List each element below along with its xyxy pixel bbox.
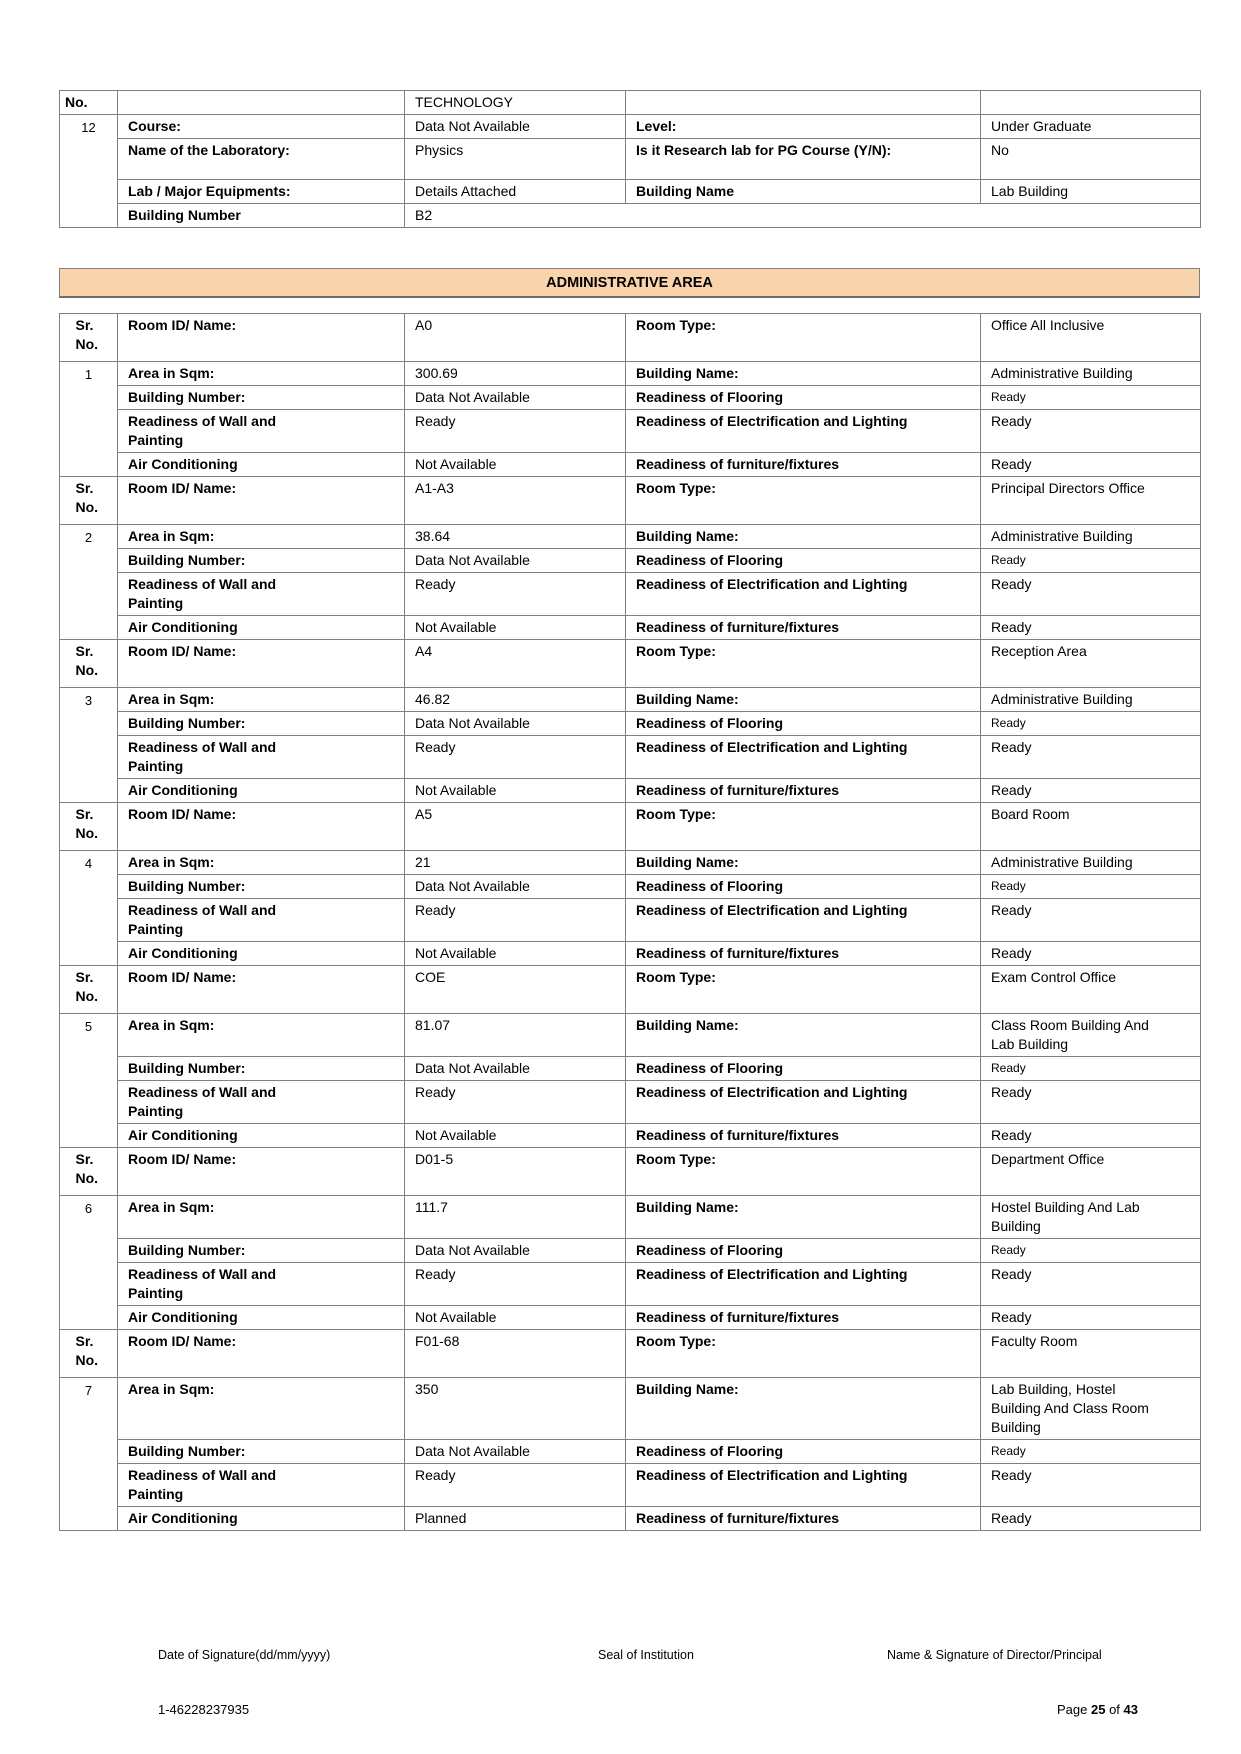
wall-value: Ready [405, 573, 626, 616]
building-name-text: Administrative Building [991, 365, 1133, 381]
director-signature-label: Name & Signature of Director/Principal [887, 1648, 1102, 1662]
room-id-value: A5 [405, 803, 626, 851]
area-value: 46.82 [405, 688, 626, 712]
building-number-label: Building Number: [118, 549, 405, 573]
flooring-label: Readiness of Flooring [626, 712, 981, 736]
room-type-text: Board Room [991, 806, 1070, 822]
wall-row [60, 1263, 1201, 1306]
section-header-administrative-area: ADMINISTRATIVE AREA [59, 268, 1200, 298]
room-id-value: A1-A3 [405, 477, 626, 525]
building-name-text: Administrative Building [991, 691, 1133, 707]
area-row [60, 688, 1201, 712]
serial-number: 5 [60, 1014, 118, 1148]
electrification-value: Ready [981, 573, 1201, 616]
furniture-value: Ready [981, 942, 1201, 966]
flooring-label: Readiness of Flooring [626, 1057, 981, 1081]
ac-label: Air Conditioning [118, 942, 405, 966]
room-header-row [60, 640, 1201, 688]
furniture-label: Readiness of furniture/fixtures [626, 1124, 981, 1148]
building-name-label: Building Name: [626, 688, 981, 712]
lab-serial-number: 12 [60, 115, 118, 228]
building-number-value: Data Not Available [405, 875, 626, 899]
electrification-value: Ready [981, 1464, 1201, 1507]
laboratory-table [59, 90, 1201, 228]
serial-number: 6 [60, 1196, 118, 1330]
serial-number: 2 [60, 525, 118, 640]
room-type-text: Principal Directors Office [991, 480, 1145, 496]
building-number-row [60, 712, 1201, 736]
room-id-label: Room ID/ Name: [118, 803, 405, 851]
wall-label-text: Readiness of Wall and Painting [128, 1084, 277, 1119]
flooring-label: Readiness of Flooring [626, 386, 981, 410]
building-number-row [60, 386, 1201, 410]
equipments-row [60, 180, 1201, 204]
wall-label-text: Readiness of Wall and Painting [128, 413, 277, 448]
lab-name-row [60, 139, 1201, 180]
room-type-value [981, 314, 1201, 362]
wall-value: Ready [405, 1081, 626, 1124]
sr-no-header-cell [60, 1330, 118, 1378]
wall-value: Ready [405, 410, 626, 453]
sr-no-header-text: Sr. No. [75, 806, 99, 841]
building-name-label: Building Name: [626, 1378, 981, 1440]
ac-value: Not Available [405, 942, 626, 966]
wall-label [118, 1464, 405, 1507]
wall-label [118, 410, 405, 453]
admin-block [60, 966, 1201, 1148]
building-name-text: Hostel Building And Lab Building [991, 1199, 1140, 1234]
room-type-text: Office All Inclusive [991, 317, 1105, 333]
wall-label-text: Readiness of Wall and Painting [128, 1467, 277, 1502]
ac-row [60, 942, 1201, 966]
course-row [60, 115, 1201, 139]
flooring-value: Ready [981, 875, 1201, 899]
area-value: 81.07 [405, 1014, 626, 1057]
room-id-label: Room ID/ Name: [118, 1148, 405, 1196]
room-header-row [60, 1330, 1201, 1378]
room-type-label: Room Type: [626, 314, 981, 362]
building-name-text: Lab Building, Hostel Building And Class Room Building [991, 1381, 1149, 1435]
building-number-row [60, 1057, 1201, 1081]
ac-row [60, 1124, 1201, 1148]
building-number-row [60, 204, 1201, 228]
wall-row [60, 899, 1201, 942]
page-total: 43 [1123, 1702, 1138, 1717]
room-header-row [60, 314, 1201, 362]
serial-number: 7 [60, 1378, 118, 1531]
building-number-value: Data Not Available [405, 1440, 626, 1464]
electrification-label-text: Readiness of Electrification and Lighting [636, 1467, 908, 1483]
area-label: Area in Sqm: [118, 688, 405, 712]
ac-value: Planned [405, 1507, 626, 1531]
furniture-value: Ready [981, 1507, 1201, 1531]
room-id-label: Room ID/ Name: [118, 640, 405, 688]
building-number-row [60, 875, 1201, 899]
empty-cell [626, 91, 981, 115]
flooring-value: Ready [981, 549, 1201, 573]
date-of-signature-label: Date of Signature(dd/mm/yyyy) [158, 1648, 331, 1662]
building-number-value: Data Not Available [405, 386, 626, 410]
building-number-label: Building Number: [118, 712, 405, 736]
administrative-area-table [59, 313, 1201, 1531]
course-value: Data Not Available [405, 115, 626, 139]
room-id-label: Room ID/ Name: [118, 314, 405, 362]
room-type-text: Faculty Room [991, 1333, 1078, 1349]
building-name-value [981, 851, 1201, 875]
electrification-label-text: Readiness of Electrification and Lighting [636, 1266, 908, 1282]
wall-label [118, 1081, 405, 1124]
admin-block [60, 803, 1201, 966]
flooring-value: Ready [981, 386, 1201, 410]
furniture-label: Readiness of furniture/fixtures [626, 1306, 981, 1330]
sr-no-header-text: Sr. No. [75, 1151, 99, 1186]
area-label: Area in Sqm: [118, 525, 405, 549]
admin-block [60, 640, 1201, 803]
room-type-label: Room Type: [626, 1330, 981, 1378]
area-value: 21 [405, 851, 626, 875]
seal-of-institution-label: Seal of Institution [598, 1648, 694, 1662]
room-type-value [981, 477, 1201, 525]
building-name-text: Administrative Building [991, 528, 1133, 544]
sr-no-header-text: Sr. No. [75, 1333, 99, 1368]
sr-no-header-text: Sr. No. [75, 317, 99, 352]
electrification-label [626, 899, 981, 942]
building-number-value: Data Not Available [405, 712, 626, 736]
flooring-value: Ready [981, 1440, 1201, 1464]
research-lab-label-text: Is it Research lab for PG Course (Y/N): [636, 142, 892, 158]
wall-label-text: Readiness of Wall and Painting [128, 576, 277, 611]
ac-row [60, 1507, 1201, 1531]
room-id-value: A0 [405, 314, 626, 362]
flooring-value: Ready [981, 712, 1201, 736]
empty-cell [118, 91, 405, 115]
building-number-row [60, 1239, 1201, 1263]
building-name-value: Lab Building [981, 180, 1201, 204]
electrification-value: Ready [981, 1081, 1201, 1124]
area-label: Area in Sqm: [118, 1196, 405, 1239]
area-row [60, 1378, 1201, 1440]
building-number-label: Building Number: [118, 875, 405, 899]
area-label: Area in Sqm: [118, 362, 405, 386]
empty-cell [981, 91, 1201, 115]
furniture-label: Readiness of furniture/fixtures [626, 453, 981, 477]
area-row [60, 1196, 1201, 1239]
furniture-value: Ready [981, 779, 1201, 803]
ac-label: Air Conditioning [118, 616, 405, 640]
wall-value: Ready [405, 899, 626, 942]
room-type-value [981, 1330, 1201, 1378]
ac-row [60, 1306, 1201, 1330]
research-lab-value: No [981, 139, 1201, 180]
furniture-label: Readiness of furniture/fixtures [626, 1507, 981, 1531]
ac-label: Air Conditioning [118, 779, 405, 803]
admin-block [60, 477, 1201, 640]
sr-no-header-cell [60, 966, 118, 1014]
lab-header-row [60, 91, 1201, 115]
electrification-label [626, 573, 981, 616]
building-number-label: Building Number: [118, 1440, 405, 1464]
admin-block [60, 314, 1201, 477]
area-row [60, 362, 1201, 386]
wall-label-text: Readiness of Wall and Painting [128, 1266, 277, 1301]
of-word: of [1109, 1702, 1120, 1717]
electrification-label [626, 736, 981, 779]
sr-no-header-text: Sr. No. [75, 480, 99, 515]
building-name-value [981, 688, 1201, 712]
wall-value: Ready [405, 736, 626, 779]
wall-label-text: Readiness of Wall and Painting [128, 739, 277, 774]
flooring-value: Ready [981, 1057, 1201, 1081]
flooring-label: Readiness of Flooring [626, 875, 981, 899]
building-number-row [60, 549, 1201, 573]
furniture-value: Ready [981, 616, 1201, 640]
building-number-value: Data Not Available [405, 1239, 626, 1263]
equipments-label: Lab / Major Equipments: [118, 180, 405, 204]
serial-number: 1 [60, 362, 118, 477]
room-id-label: Room ID/ Name: [118, 1330, 405, 1378]
room-type-label: Room Type: [626, 1148, 981, 1196]
room-type-label: Room Type: [626, 640, 981, 688]
building-number-label: Building Number: [118, 1057, 405, 1081]
electrification-value: Ready [981, 736, 1201, 779]
electrification-label [626, 1263, 981, 1306]
electrification-value: Ready [981, 899, 1201, 942]
ac-label: Air Conditioning [118, 1306, 405, 1330]
building-name-label: Building Name: [626, 1014, 981, 1057]
wall-label [118, 573, 405, 616]
wall-row [60, 410, 1201, 453]
furniture-label: Readiness of furniture/fixtures [626, 616, 981, 640]
area-row [60, 1014, 1201, 1057]
electrification-label-text: Readiness of Electrification and Lighting [636, 902, 908, 918]
building-number-value: Data Not Available [405, 549, 626, 573]
room-header-row [60, 477, 1201, 525]
document-id: 1-46228237935 [158, 1702, 250, 1717]
room-id-label: Room ID/ Name: [118, 966, 405, 1014]
no-header-cell: No. [60, 91, 118, 115]
electrification-label [626, 410, 981, 453]
room-id-value: COE [405, 966, 626, 1014]
sr-no-header-cell [60, 477, 118, 525]
flooring-label: Readiness of Flooring [626, 549, 981, 573]
sr-no-header-cell [60, 314, 118, 362]
room-type-text: Exam Control Office [991, 969, 1117, 985]
room-id-value: A4 [405, 640, 626, 688]
sr-no-header-text: Sr. No. [75, 969, 99, 1004]
room-header-row [60, 1148, 1201, 1196]
electrification-label-text: Readiness of Electrification and Lighting [636, 739, 908, 755]
lab-name-value: Physics [405, 139, 626, 180]
building-name-label: Building Name: [626, 525, 981, 549]
building-number-row [60, 1440, 1201, 1464]
room-type-text: Department Office [991, 1151, 1105, 1167]
admin-block [60, 1330, 1201, 1531]
page-current: 25 [1090, 1702, 1106, 1717]
sr-no-header-text: Sr. No. [75, 643, 99, 678]
room-type-label: Room Type: [626, 477, 981, 525]
wall-label-text: Readiness of Wall and Painting [128, 902, 277, 937]
wall-row [60, 1081, 1201, 1124]
building-name-text: Class Room Building And Lab Building [991, 1017, 1149, 1052]
area-label: Area in Sqm: [118, 1378, 405, 1440]
ac-value: Not Available [405, 779, 626, 803]
area-row [60, 525, 1201, 549]
area-label: Area in Sqm: [118, 1014, 405, 1057]
room-type-value [981, 640, 1201, 688]
room-type-value [981, 803, 1201, 851]
electrification-value: Ready [981, 1263, 1201, 1306]
room-id-label: Room ID/ Name: [118, 477, 405, 525]
level-label: Level: [626, 115, 981, 139]
room-header-row [60, 803, 1201, 851]
building-number-label: Building Number: [118, 1239, 405, 1263]
building-name-value [981, 1378, 1201, 1440]
building-name-value [981, 525, 1201, 549]
wall-label [118, 899, 405, 942]
area-value: 300.69 [405, 362, 626, 386]
building-name-label: Building Name: [626, 851, 981, 875]
wall-row [60, 1464, 1201, 1507]
wall-row [60, 736, 1201, 779]
electrification-label [626, 1464, 981, 1507]
building-number-label: Building Number: [118, 386, 405, 410]
building-number-value: Data Not Available [405, 1057, 626, 1081]
wall-row [60, 573, 1201, 616]
level-value: Under Graduate [981, 115, 1201, 139]
page-word: Page [1056, 1702, 1088, 1717]
room-type-text: Reception Area [991, 643, 1087, 659]
area-value: 111.7 [405, 1196, 626, 1239]
ac-value: Not Available [405, 1306, 626, 1330]
page-content [59, 90, 1200, 1531]
wall-label [118, 1263, 405, 1306]
furniture-label: Readiness of furniture/fixtures [626, 779, 981, 803]
flooring-label: Readiness of Flooring [626, 1239, 981, 1263]
research-lab-label [626, 139, 981, 180]
electrification-value: Ready [981, 410, 1201, 453]
building-name-label: Building Name: [626, 362, 981, 386]
ac-label: Air Conditioning [118, 1507, 405, 1531]
furniture-value: Ready [981, 1124, 1201, 1148]
wall-label [118, 736, 405, 779]
lab-name-label: Name of the Laboratory: [118, 139, 405, 180]
ac-row [60, 779, 1201, 803]
course-label: Course: [118, 115, 405, 139]
building-number-label: Building Number [118, 204, 405, 228]
sr-no-header-cell [60, 803, 118, 851]
room-id-value: D01-5 [405, 1148, 626, 1196]
room-type-label: Room Type: [626, 803, 981, 851]
wall-value: Ready [405, 1263, 626, 1306]
furniture-label: Readiness of furniture/fixtures [626, 942, 981, 966]
room-type-value [981, 1148, 1201, 1196]
building-name-text: Administrative Building [991, 854, 1133, 870]
building-name-value [981, 1014, 1201, 1057]
electrification-label-text: Readiness of Electrification and Lighting [636, 1084, 908, 1100]
equipments-value: Details Attached [405, 180, 626, 204]
building-name-label: Building Name [626, 180, 981, 204]
room-id-value: F01-68 [405, 1330, 626, 1378]
admin-block [60, 1148, 1201, 1330]
ac-row [60, 616, 1201, 640]
sr-no-header-cell [60, 1148, 118, 1196]
sr-no-header-cell [60, 640, 118, 688]
flooring-label: Readiness of Flooring [626, 1440, 981, 1464]
room-type-value [981, 966, 1201, 1014]
building-name-label: Building Name: [626, 1196, 981, 1239]
ac-row [60, 453, 1201, 477]
furniture-value: Ready [981, 1306, 1201, 1330]
area-value: 350 [405, 1378, 626, 1440]
ac-value: Not Available [405, 453, 626, 477]
serial-number: 4 [60, 851, 118, 966]
electrification-label-text: Readiness of Electrification and Lighting [636, 413, 908, 429]
flooring-value: Ready [981, 1239, 1201, 1263]
area-value: 38.64 [405, 525, 626, 549]
ac-label: Air Conditioning [118, 453, 405, 477]
room-type-label: Room Type: [626, 966, 981, 1014]
electrification-label [626, 1081, 981, 1124]
serial-number: 3 [60, 688, 118, 803]
area-row [60, 851, 1201, 875]
building-name-value [981, 1196, 1201, 1239]
ac-value: Not Available [405, 1124, 626, 1148]
ac-value: Not Available [405, 616, 626, 640]
ac-label: Air Conditioning [118, 1124, 405, 1148]
wall-value: Ready [405, 1464, 626, 1507]
furniture-value: Ready [981, 453, 1201, 477]
room-header-row [60, 966, 1201, 1014]
page-indicator [1057, 1702, 1138, 1717]
course-continuation-cell: TECHNOLOGY [405, 91, 626, 115]
area-label: Area in Sqm: [118, 851, 405, 875]
electrification-label-text: Readiness of Electrification and Lighting [636, 576, 908, 592]
building-name-value [981, 362, 1201, 386]
building-number-value: B2 [405, 204, 1201, 228]
